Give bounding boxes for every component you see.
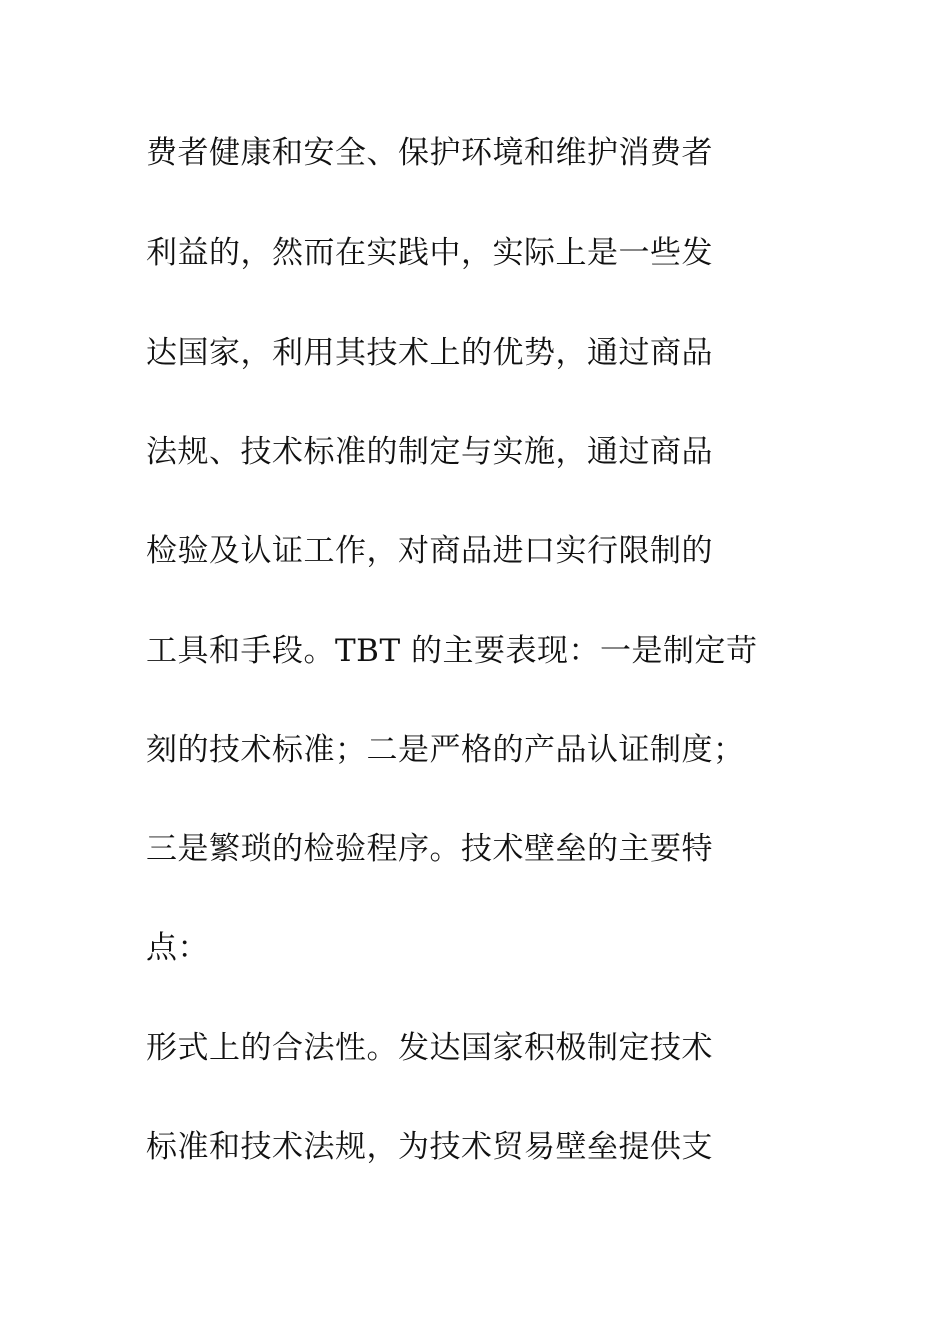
- text-line-6: 工具和手段。TBT 的主要表现：一是制定苛: [146, 633, 758, 669]
- text-line-8: 三是繁琐的检验程序。技术壁垒的主要特: [146, 831, 713, 867]
- text-line-4: 法规、技术标准的制定与实施，通过商品: [146, 434, 713, 470]
- text-line-9: 点：: [146, 930, 209, 966]
- text-line-7: 刻的技术标准；二是严格的产品认证制度；: [146, 732, 745, 768]
- text-line-1: 费者健康和安全、保护环境和维护消费者: [146, 135, 713, 171]
- paragraph-2-line-2: 标准和技术法规，为技术贸易壁垒提供支: [146, 1129, 713, 1165]
- paragraph-2-line-1: 形式上的合法性。发达国家积极制定技术: [146, 1030, 713, 1066]
- text-line-5: 检验及认证工作，对商品进口实行限制的: [146, 533, 713, 569]
- text-line-3: 达国家，利用其技术上的优势，通过商品: [146, 335, 713, 371]
- text-line-2: 利益的，然而在实践中，实际上是一些发: [146, 235, 713, 271]
